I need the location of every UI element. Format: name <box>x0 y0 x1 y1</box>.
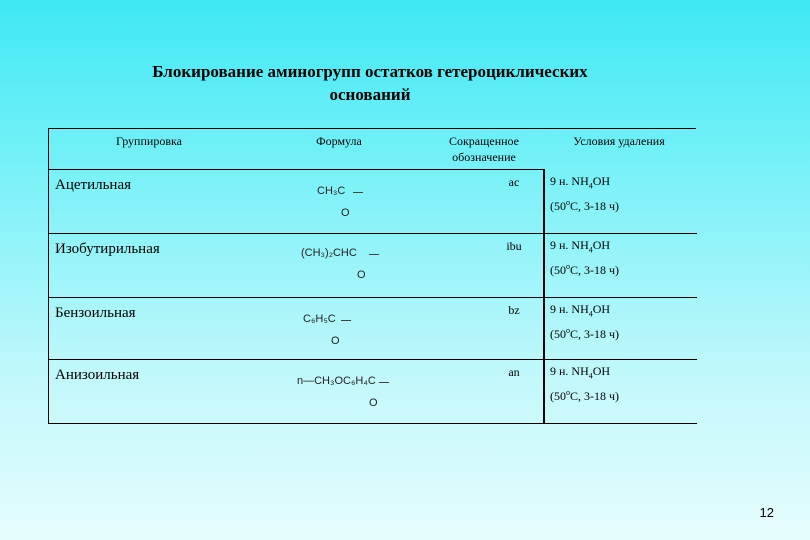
row-divider <box>543 423 697 424</box>
formula-oxygen: O <box>357 269 366 281</box>
table-row <box>49 237 697 297</box>
reagent-subscript: 4 <box>588 181 593 191</box>
bond-line <box>353 192 363 193</box>
reagent-oh: OH <box>592 174 611 188</box>
degree-sign: o <box>566 326 570 336</box>
header-conditions: Условия удаления <box>573 134 665 148</box>
time: C, 3-18 ч) <box>570 199 620 214</box>
row-divider <box>49 359 697 360</box>
header-abbreviation-line-2: обозначение <box>452 150 516 164</box>
reagent: 9 н. NH <box>550 364 589 378</box>
bond-line <box>369 254 379 255</box>
table-row <box>49 363 697 423</box>
bond-line <box>379 382 389 383</box>
temperature: (50 <box>550 263 566 278</box>
time: C, 3-18 ч) <box>570 327 620 342</box>
structural-formula <box>303 313 340 347</box>
reagent-subscript: 4 <box>588 309 593 319</box>
row-divider <box>49 169 543 170</box>
removal-conditions <box>550 173 619 215</box>
structural-formula <box>317 185 350 219</box>
degree-sign: o <box>566 262 570 272</box>
removal-conditions <box>550 301 619 343</box>
abbreviation: ac <box>508 175 520 189</box>
protecting-groups-table <box>48 128 696 424</box>
header-formula: Формула <box>316 134 362 148</box>
formula-text: (CH₃)₂CHC <box>301 247 357 259</box>
formula-text: n—CH₃OC₆H₄C <box>297 375 376 387</box>
abbreviation: ibu <box>506 239 522 253</box>
reagent: 9 н. NH <box>550 174 589 188</box>
reagent-oh: OH <box>592 302 611 316</box>
abbreviation: an <box>508 365 520 379</box>
title-line-1: Блокирование аминогрупп остатков гетероциклических <box>152 62 588 81</box>
header-abbreviation <box>429 133 539 165</box>
reagent-subscript: 4 <box>588 245 593 255</box>
page-number: 12 <box>759 505 774 520</box>
reagent: 9 н. NH <box>550 238 589 252</box>
temperature: (50 <box>550 199 566 214</box>
title-line-2: оснований <box>329 85 411 104</box>
row-divider <box>49 233 697 234</box>
table-row <box>49 173 697 233</box>
structural-formula <box>301 247 366 281</box>
degree-sign: o <box>566 198 570 208</box>
group-name: Анизоильная <box>55 367 140 383</box>
reagent-oh: OH <box>592 238 611 252</box>
removal-conditions <box>550 363 619 405</box>
reagent: 9 н. NH <box>550 302 589 316</box>
formula-oxygen: O <box>369 397 378 409</box>
reagent-oh: OH <box>592 364 611 378</box>
row-divider <box>49 297 697 298</box>
formula-oxygen: O <box>341 207 350 219</box>
reagent-subscript: 4 <box>588 371 593 381</box>
group-name: Бензоильная <box>55 305 136 321</box>
header-abbreviation-line-1: Сокращенное <box>448 134 520 148</box>
time: C, 3-18 ч) <box>570 263 620 278</box>
abbreviation: bz <box>508 303 520 317</box>
group-name: Ацетильная <box>55 177 132 193</box>
degree-sign: o <box>566 388 570 398</box>
group-name: Изобутирильная <box>55 241 160 257</box>
time: C, 3-18 ч) <box>570 389 620 404</box>
formula-oxygen: O <box>331 335 340 347</box>
temperature: (50 <box>550 389 566 404</box>
table-row <box>49 301 697 359</box>
removal-conditions <box>550 237 619 279</box>
formula-text: C₆H₅C <box>303 313 336 325</box>
formula-text: CH₃C <box>317 185 346 197</box>
temperature: (50 <box>550 327 566 342</box>
bond-line <box>341 320 351 321</box>
structural-formula <box>297 375 378 409</box>
header-group: Группировка <box>116 134 182 148</box>
slide-title <box>100 60 640 106</box>
